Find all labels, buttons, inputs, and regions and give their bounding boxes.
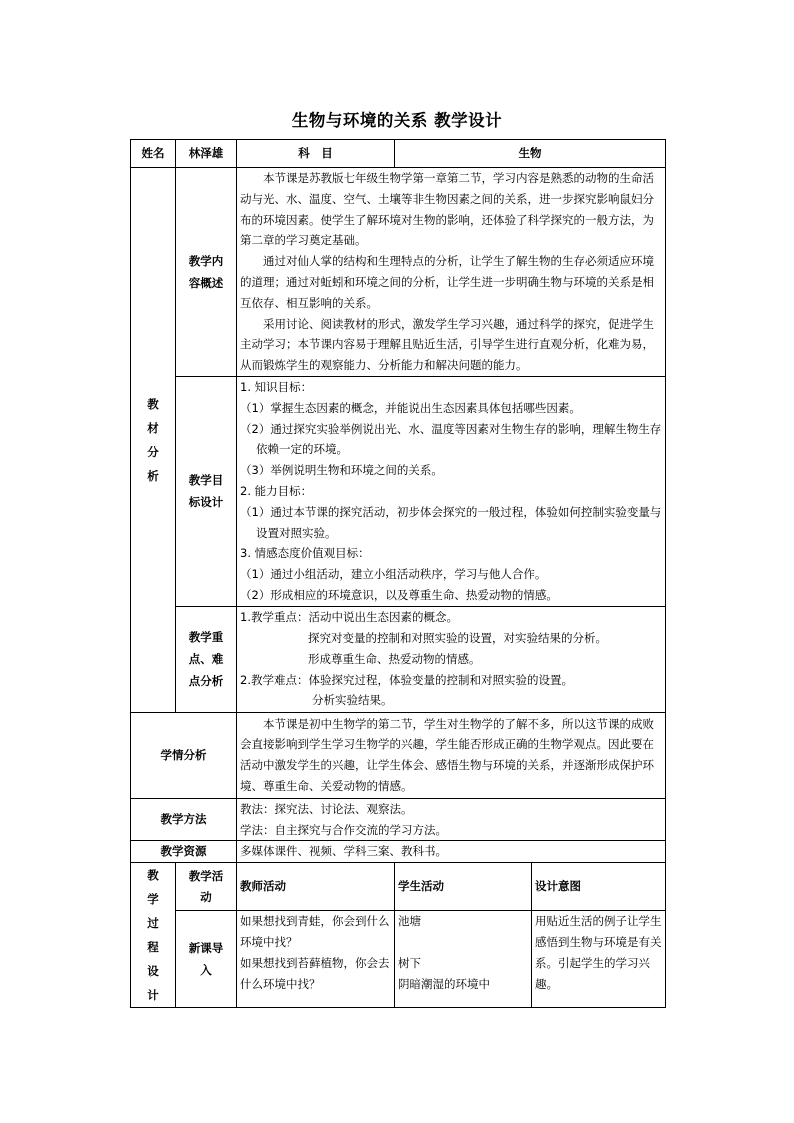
subject-label: 科 目 — [237, 140, 395, 168]
student-activity-intro: 池塘 树下 阴暗潮湿的环境中 — [395, 911, 532, 1008]
activity-header: 教学活动 — [176, 863, 237, 911]
name-label: 姓名 — [131, 140, 176, 168]
methods-label: 教学方法 — [131, 798, 237, 841]
objectives-label: 教学目标设计 — [176, 376, 237, 606]
subject-value: 生物 — [395, 140, 666, 168]
design-intent-intro: 用贴近生活的例子让学生感悟到生物与环境是有关系。引起学生的学习兴趣。 — [532, 911, 666, 1008]
activity-intro: 新课导入 — [176, 911, 237, 1008]
design-intent-header: 设计意图 — [532, 863, 666, 911]
lesson-plan-table — [130, 139, 666, 1008]
teacher-activity-header: 教师活动 — [237, 863, 395, 911]
content-overview-text: 本节课是苏教版七年级生物学第一章第二节，学习内容是熟悉的动物的生命活动与光、水、温度、空气、土壤等非生物因素之间的关系，进一步探究影响鼠妇分布的环境因素。使学生了解环境对生物的影响，还体验了科学探究的一般方法，为第二章的学习奠定基础。 通过对仙人掌的结构和生理特点的分析，让学生了解生物的生存必须适应环境的道理；通过对蚯蚓和环境之间的分析，让学生进一步明确生物与环境的关系是相互依存、相互影响的关系。 采用讨论、阅读教材的形式，激发学生学习兴趣，通过科学的探究，促进学生主动学习；本节课内容易于理解且贴近生活，引导学生进行直观分析，化难为易，从而锻炼学生的观察能力、分析能力和解决问题的能力。 — [237, 168, 666, 377]
key-points-label: 教学重点、难点分析 — [176, 606, 237, 712]
learner-analysis-label: 学情分析 — [131, 712, 237, 798]
resources-label: 教学资源 — [131, 841, 237, 863]
key-points-text: 1.教学重点：活动中说出生态因素的概念。 探究对变量的控制和对照实验的设置，对实验结果的分析。 形成尊重生命、热爱动物的情感。 2.教学难点：体验探究过程，体验变量的控制和对照实验的设置。 分析实验结果。 — [237, 606, 666, 712]
objectives-text: 1. 知识目标： （1）掌握生态因素的概念，并能说出生态因素具体包括哪些因素。 （2）通过探究实验举例说出光、水、温度等因素对生物生存的影响，理解生物生存依赖一定的环境。 （3）举例说明生物和环境之间的关系。 2. 能力目标： （1）通过本节课的探究活动，初步体会探究的一般过程，体验如何控制实验变量与设置对照实验。 3. 情感态度价值观目标： （1）通过小组活动，建立小组活动秩序，学习与他人合作。 （2）形成相应的环境意识，以及尊重生命、热爱动物的情感。 — [237, 376, 666, 606]
learner-analysis-text: 本节课是初中生物学的第二节，学生对生物学的了解不多，所以这节课的成败会直接影响到学生学习生物学的兴趣，学生能否形成正确的生物学观点。因此要在活动中激发学生的兴趣，让学生体会、感悟生物与环境的关系，并逐渐形成保护环境、尊重生命、关爱动物的情感。 — [237, 712, 666, 798]
student-activity-header: 学生活动 — [395, 863, 532, 911]
content-overview-label: 教学内容概述 — [176, 168, 237, 377]
teacher-activity-intro: 如果想找到青蛙，你会到什么环境中找？ 如果想找到苔藓植物，你会去什么环境中找？ — [237, 911, 395, 1008]
document-title: 生物与环境的关系 教学设计 — [291, 111, 503, 130]
methods-text: 教法：探究法、讨论法、观察法。 学法：自主探究与合作交流的学习方法。 — [237, 798, 666, 841]
textbook-analysis-label: 教 材 分 析 — [131, 168, 176, 713]
resources-text: 多媒体课件、视频、学科三案、教科书。 — [237, 841, 666, 863]
process-label: 教 学 过 程 设 计 — [131, 863, 176, 1008]
name-value: 林泽雄 — [176, 140, 237, 168]
